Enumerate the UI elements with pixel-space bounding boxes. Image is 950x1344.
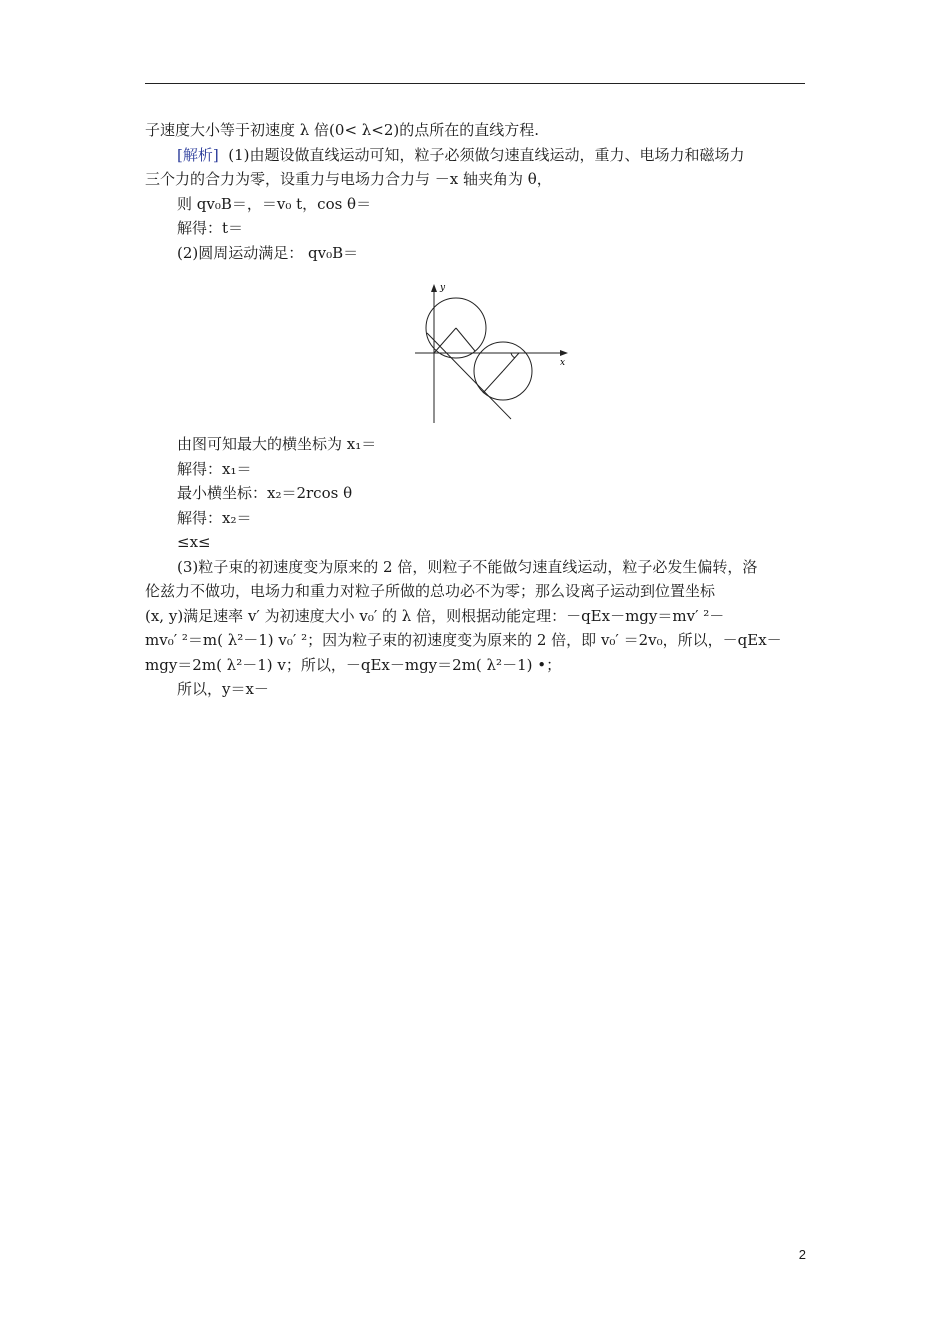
text-line: 解得：t＝ xyxy=(177,219,244,237)
text-line: 子速度大小等于初速度 λ 倍(0< λ<2)的点所在的直线方程. xyxy=(145,121,540,139)
text-line: mv₀′ ²＝m( λ²－1) v₀′ ²；因为粒子束的初速度变为原来的 2 倍，即 v₀′ ＝2v₀，所以，－qEx－ xyxy=(145,631,782,649)
text-line: 解得：x₂＝ xyxy=(177,508,252,527)
text-line: (3)粒子束的初速度变为原来的 2 倍，则粒子不能做匀速直线运动，粒子必发生偏转，洛 xyxy=(177,557,758,576)
text-line: 所以，y＝x－ xyxy=(177,680,269,698)
text-line: ≤x≤ xyxy=(177,533,211,551)
text-line: 则 qv₀B＝，＝v₀ t，cos θ＝ xyxy=(177,194,372,213)
lower-radius xyxy=(503,353,519,371)
upper-chord xyxy=(456,328,475,351)
header-rule xyxy=(145,83,805,84)
text-line: 伦兹力不做功，电场力和重力对粒子所做的总功必不为零；那么设离子运动到位置坐标 xyxy=(145,582,716,600)
y-arrow-icon xyxy=(431,284,437,292)
analysis-line xyxy=(145,143,807,168)
circles-diagram xyxy=(413,281,573,426)
angle-arc xyxy=(511,353,515,358)
text-line: mgy＝2m( λ²－1) v；所以，－qEx－mgy＝2m( λ²－1) •； xyxy=(145,655,562,674)
text-line: 解得：x₁＝ xyxy=(177,459,252,478)
page-number: 2 xyxy=(798,1247,806,1262)
lower-radius-2 xyxy=(483,371,503,393)
x-arrow-icon xyxy=(560,350,568,356)
x-axis-label: x xyxy=(560,358,566,368)
text-line: (2)圆周运动满足： qv₀B＝ xyxy=(177,243,359,262)
analysis-tag: [解析] xyxy=(177,145,219,164)
text-line: 由图可知最大的横坐标为 x₁＝ xyxy=(177,435,377,453)
text-line: 最小横坐标：x₂＝2rcos θ xyxy=(177,484,353,502)
upper-radius xyxy=(434,328,456,353)
y-axis-label: y xyxy=(440,283,446,293)
text-line: 三个力的合力为零，设重力与电场力合力与 －x 轴夹角为 θ， xyxy=(145,170,552,188)
text-line: (x, y)满足速率 v′ 为初速度大小 v₀′ 的 λ 倍，则根据动能定理：－qEx－mgy＝mv′ ²－ xyxy=(145,606,725,625)
text-line: (1)由题设做直线运动可知，粒子必须做匀速直线运动，重力、电场力和磁场力 xyxy=(228,145,745,164)
